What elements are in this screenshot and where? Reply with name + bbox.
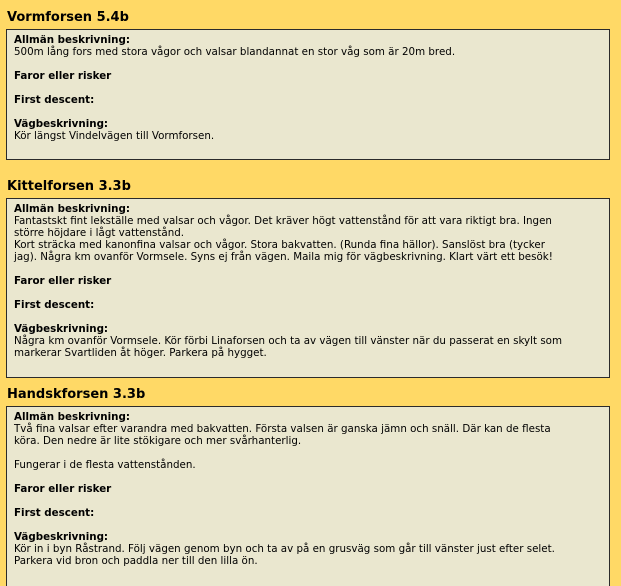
dangers-label: Faror eller risker (14, 70, 112, 82)
general-description-line: större höjdare i lågt vattenstånd. (14, 227, 185, 239)
directions-line: Parkera vid bron och paddla ner till den lilla ön. (14, 555, 258, 567)
first-descent-label: First descent: (14, 299, 95, 311)
dangers-label: Faror eller risker (14, 275, 112, 287)
general-description-line: jag). Några km ovanför Vormsele. Syns ej från vägen. Maila mig för vägbeskrivning. Klart värt ett besök! (14, 251, 553, 263)
directions-line: Kör in i byn Råstrand. Följ vägen genom byn och ta av på en grusväg som går till vänster just efter selet. (14, 543, 555, 555)
river-title: Vormforsen 5.4b (7, 10, 129, 25)
general-description-text: 500m lång fors med stora vågor och valsar blandannat en stor våg som är 20m bred. (14, 46, 456, 58)
river-info-box (6, 406, 610, 586)
directions-label: Vägbeskrivning: (14, 118, 109, 130)
general-description-label: Allmän beskrivning: (14, 203, 130, 215)
general-description-line: Kort sträcka med kanonfina valsar och vågor. Stora bakvatten. (Runda fina hällor). Sanslöst bra (tycker (14, 239, 545, 251)
directions-line: Några km ovanför Vormsele. Kör förbi Linaforsen och ta av vägen till vänster när du passerat en skylt som (14, 335, 563, 347)
directions-text: Kör längst Vindelvägen till Vormforsen. (14, 130, 215, 142)
general-description-extra: Fungerar i de flesta vattenstånden. (14, 459, 196, 471)
river-section-handskforsen (0, 387, 621, 403)
directions-label: Vägbeskrivning: (14, 531, 109, 543)
river-title: Handskforsen 3.3b (7, 387, 146, 402)
general-description-label: Allmän beskrivning: (14, 411, 130, 423)
first-descent-label: First descent: (14, 507, 95, 519)
first-descent-label: First descent: (14, 94, 95, 106)
general-description-line: Fantastskt fint lekställe med valsar och vågor. Det kräver högt vattenstånd för att vara riktigt bra. Ingen (14, 215, 552, 227)
general-description-label: Allmän beskrivning: (14, 34, 130, 46)
river-info-box (6, 29, 610, 160)
general-description-line: Två fina valsar efter varandra med bakvatten. Första valsen är ganska jämn och snäll. Där kan de flesta (14, 423, 551, 435)
river-title: Kittelforsen 3.3b (7, 179, 131, 194)
directions-label: Vägbeskrivning: (14, 323, 109, 335)
river-info-box (6, 198, 610, 378)
general-description-line: köra. Den nedre är lite stökigare och mer svårhanterlig. (14, 435, 302, 447)
river-section-kittelforsen (0, 179, 621, 195)
dangers-label: Faror eller risker (14, 483, 112, 495)
river-section-vormforsen (0, 10, 621, 26)
directions-line: markerar Svartliden åt höger. Parkera på hygget. (14, 347, 267, 359)
